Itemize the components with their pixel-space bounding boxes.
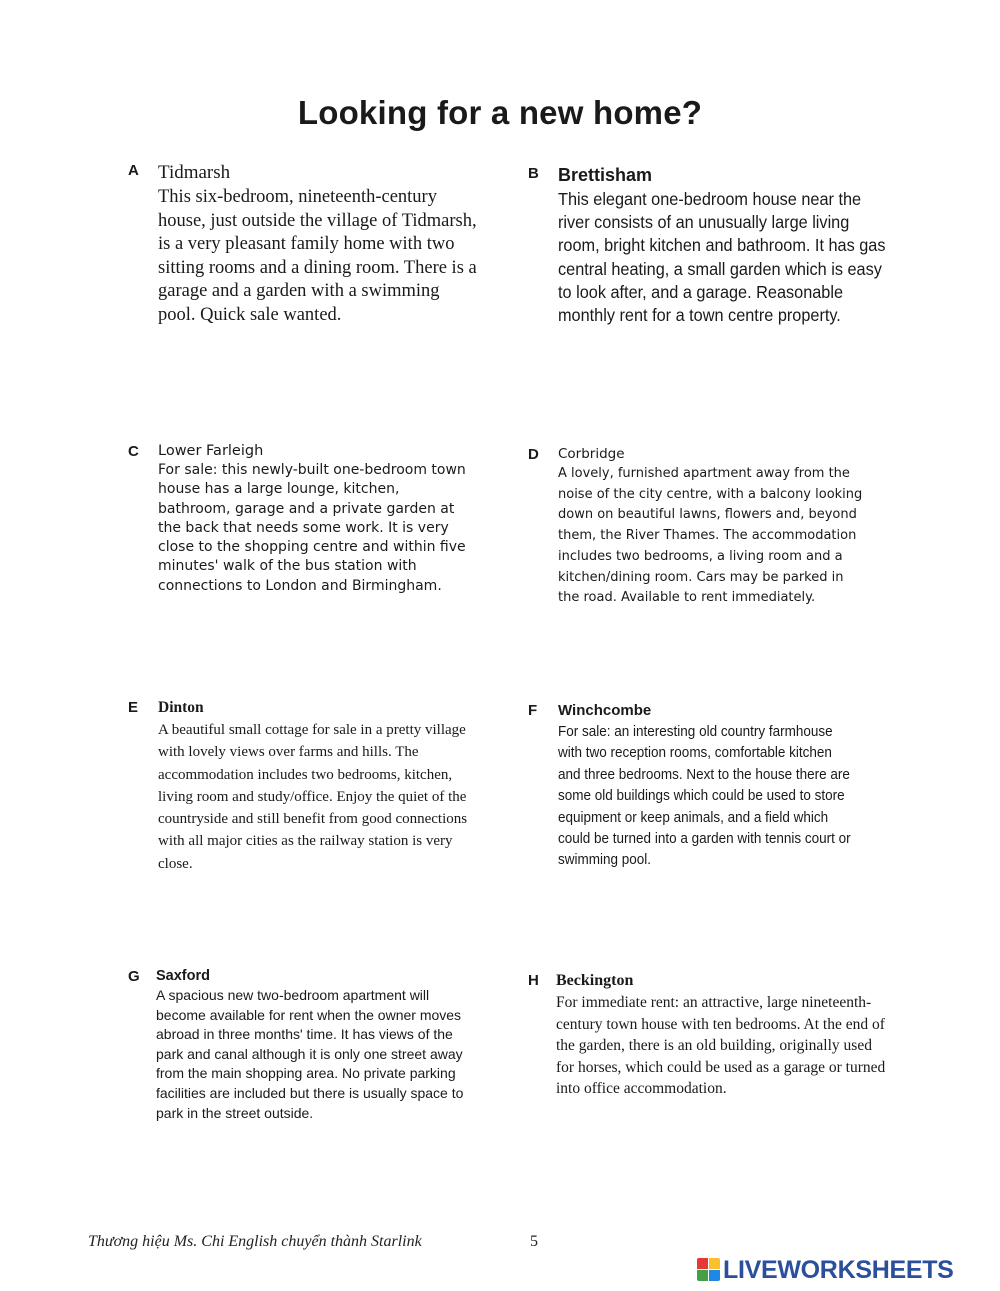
liveworksheets-name: LIVEWORKSHEETS <box>723 1256 954 1284</box>
liveworksheets-icon <box>697 1258 721 1282</box>
advert-description: A lovely, furnished apartment away from the noise of the city centre, with a balcony looking down on beautiful lawns, flowers and, beyond them, the River Thames. The accommodation includes two bedrooms, a living room and a kitchen/dining room. Cars may be parked in the road. Available to rent immediately. <box>558 466 863 606</box>
advert-description: For immediate rent: an attractive, large nineteenth-century town house with ten bedrooms. At the end of the garden, there is an old building, originally used for horses, which could be used as a garage or turned into office accommodation. <box>556 994 886 1097</box>
liveworksheets-logo[interactable] <box>697 1256 997 1286</box>
advert-letter: A <box>128 162 139 179</box>
page-title: Looking for a new home? <box>297 94 703 131</box>
advert-description: For sale: this newly-built one-bedroom town house has a large lounge, kitchen, bathroom, garage and a private garden at the back that needs some work. It is very close to the shopping centre and within five minutes' walk of the bus station with connections to London and Birmingham. <box>158 462 466 594</box>
advert-place-name: Winchcombe <box>558 702 652 719</box>
advert-place-name: Beckington <box>556 972 634 989</box>
advert-letter: E <box>128 699 139 716</box>
advert-place-name: Brettisham <box>558 165 653 185</box>
advert-letter: D <box>528 446 539 463</box>
advert-place-name: Dinton <box>158 699 204 716</box>
advert-description: This six-bedroom, nineteenth-century house, just outside the village of Tidmarsh, is a very pleasant family home with two sitting rooms and a dining room. There is a garage and a garden with a swimming pool. Quick sale wanted. <box>158 187 477 325</box>
advert-letter: B <box>528 165 539 182</box>
footer-text: Thương hiệu Ms. Chi English chuyển thành Starlink <box>88 1233 422 1250</box>
advert-letter: C <box>128 443 139 460</box>
page-number: 5 <box>530 1233 538 1250</box>
advert-description: A beautiful small cottage for sale in a pretty village with lovely views over farms and hills. The accommodation includes two bedrooms, kitchen, living room and study/office. Enjoy the quiet of the countryside and still benefit from good connections with all major cities as the railway station is very close. <box>158 722 468 872</box>
advert-letter: H <box>528 972 539 989</box>
advert-place-name: Tidmarsh <box>158 162 231 183</box>
advert-place-name: Lower Farleigh <box>158 443 264 459</box>
advert-place-name: Corbridge <box>558 446 625 462</box>
advert-letter: F <box>528 702 538 719</box>
advert-description: A spacious new two-bedroom apartment will become available for rent when the owner moves abroad in three months' time. It has views of the park and canal although it is only one street away from the main shopping area. No private parking facilities are included but there is usually space to park in the street outside. <box>156 987 464 1121</box>
advert-place-name: Saxford <box>156 968 210 984</box>
advert-description: This elegant one-bedroom house near the river consists of an unusually large living room, bright kitchen and bathroom. It has gas central heating, a small garden which is easy to look after, and a garage. Reasonable monthly rent for a town centre property. <box>558 189 886 326</box>
advert-letter: G <box>128 968 140 985</box>
advert-description: For sale: an interesting old country farmhouse with two reception rooms, comfortable kitchen and three bedrooms. Next to the house there are some old buildings which could be used to store equipment or keep animals, and a field which could be turned into a garden with tennis court or swimming pool. <box>558 723 851 869</box>
